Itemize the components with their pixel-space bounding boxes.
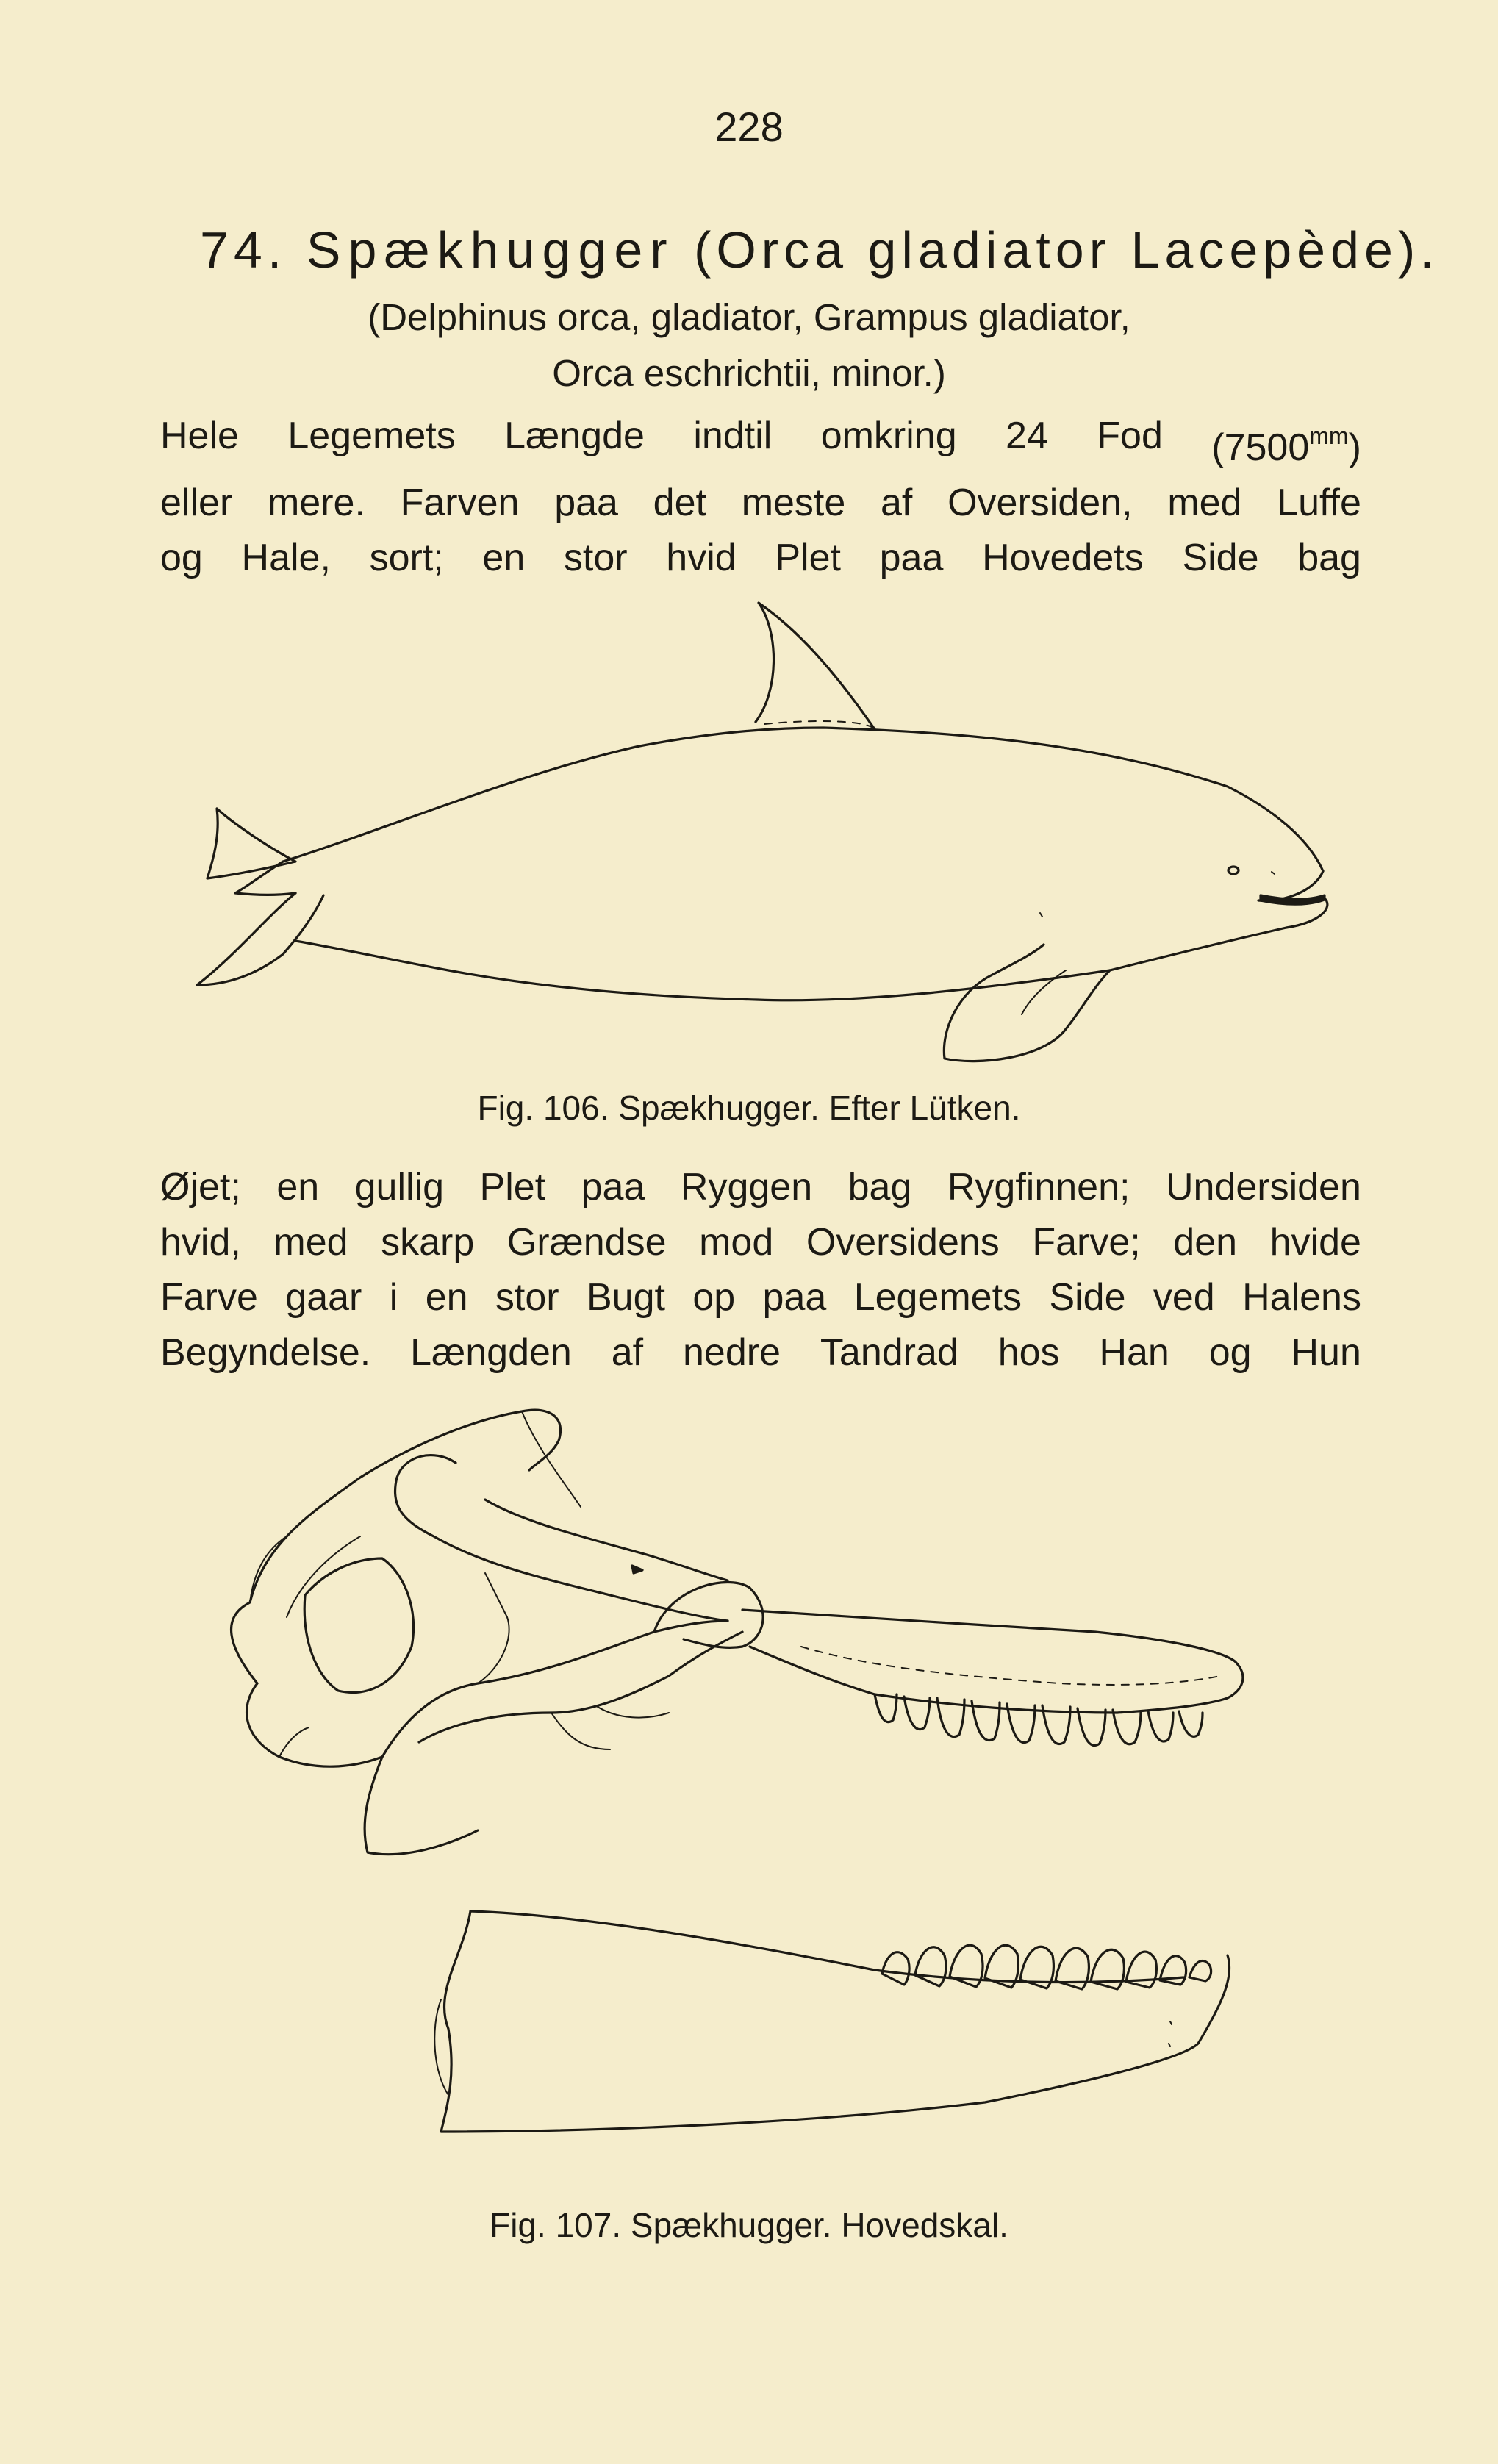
word: Oversidens <box>806 1221 1000 1264</box>
paragraph-2 <box>160 1160 1361 1380</box>
paragraph-1 <box>160 409 1361 586</box>
word: Hele <box>160 415 239 457</box>
word: skarp <box>381 1221 475 1264</box>
word: $(7500^{mm})$ <box>1211 409 1361 476</box>
word: Plet <box>479 1166 546 1208</box>
species-number: 74. <box>200 221 287 279</box>
word: i <box>389 1276 398 1319</box>
word: hos <box>997 1331 1060 1374</box>
word: af <box>881 481 913 524</box>
word: bag <box>847 1166 912 1208</box>
paragraph-2-line-2 <box>160 1215 1361 1270</box>
synonyms <box>0 290 1498 401</box>
closing-paren: ) <box>1348 426 1361 469</box>
word: gullig <box>354 1166 445 1208</box>
word: Fod <box>1097 415 1163 457</box>
orca-skull-drawing <box>140 1397 1375 2191</box>
synonyms-line-2: Orca eschrichtii, minor.) <box>552 352 946 394</box>
word: mere. <box>267 481 365 524</box>
word: paa <box>554 481 618 524</box>
synonyms-line-1: (Delphinus orca, gladiator, Grampus gladiator, <box>368 296 1130 338</box>
word: 24 <box>1006 415 1048 457</box>
word: Tandrad <box>820 1331 958 1374</box>
word: hvide <box>1269 1221 1361 1264</box>
species-common-name: Spækhugger <box>306 221 675 279</box>
figure-106-caption: Fig. 106. Spækhugger. Efter Lütken. <box>477 1089 1021 1127</box>
word: gaar <box>285 1276 362 1319</box>
word: meste <box>741 481 846 524</box>
word: paa <box>581 1166 645 1208</box>
word: op <box>692 1276 736 1319</box>
orca-outline-drawing <box>140 588 1375 1073</box>
word: Hun <box>1291 1331 1361 1374</box>
word: Luffe <box>1277 481 1361 524</box>
word: Undersiden <box>1165 1166 1361 1208</box>
species-scientific-name: (Orca gladiator Lacepède). <box>694 221 1440 279</box>
paragraph-1-line-1 <box>160 409 1361 476</box>
word: en <box>425 1276 468 1319</box>
word: paa <box>879 537 944 579</box>
word: med <box>273 1221 348 1264</box>
word: Grændse <box>506 1221 667 1264</box>
word: Hale, <box>241 537 331 579</box>
word: en <box>482 537 526 579</box>
unit-superscript: mm <box>1309 423 1349 449</box>
word: det <box>653 481 706 524</box>
word: Halens <box>1242 1276 1361 1319</box>
word: Plet <box>775 537 841 579</box>
word: Længden <box>410 1331 572 1374</box>
paragraph-1-line-2 <box>160 476 1361 531</box>
word: Ryggen <box>680 1166 813 1208</box>
species-heading <box>200 221 1440 279</box>
word: Legemets <box>287 415 456 457</box>
word: Begyndelse. <box>160 1331 371 1374</box>
page-number: 228 <box>714 104 784 150</box>
word: eller <box>160 481 233 524</box>
word: Legemets <box>853 1276 1022 1319</box>
word: hvid <box>666 537 737 579</box>
word: Længde <box>504 415 645 457</box>
word: af <box>611 1331 644 1374</box>
paragraph-1-line-3 <box>160 531 1361 586</box>
paragraph-2-line-3 <box>160 1270 1361 1325</box>
word: Oversiden, <box>947 481 1133 524</box>
word: sort; <box>369 537 444 579</box>
word: og <box>1208 1331 1252 1374</box>
word: stor <box>495 1276 559 1319</box>
word: den <box>1173 1221 1238 1264</box>
word: paa <box>762 1276 827 1319</box>
word: Farven <box>400 481 520 524</box>
word: Farve; <box>1032 1221 1141 1264</box>
paragraph-2-line-1 <box>160 1160 1361 1215</box>
word: nedre <box>683 1331 781 1374</box>
word: mod <box>699 1221 774 1264</box>
word: Rygfinnen; <box>947 1166 1130 1208</box>
word: stor <box>563 537 628 579</box>
word: Side <box>1182 537 1259 579</box>
word: hvid, <box>160 1221 241 1264</box>
word: Øjet; <box>160 1166 241 1208</box>
word: ved <box>1153 1276 1215 1319</box>
word: indtil <box>693 415 773 457</box>
word: Hovedets <box>982 537 1144 579</box>
word: og <box>160 537 203 579</box>
word: omkring <box>820 415 957 457</box>
word: bag <box>1297 537 1361 579</box>
word: Bugt <box>586 1276 665 1319</box>
word: en <box>276 1166 320 1208</box>
word: Farve <box>160 1276 258 1319</box>
word: Han <box>1099 1331 1169 1374</box>
paragraph-2-line-4 <box>160 1325 1361 1380</box>
figure-107-caption: Fig. 107. Spækhugger. Hovedskal. <box>490 2206 1008 2244</box>
word: Side <box>1049 1276 1126 1319</box>
word: med <box>1167 481 1242 524</box>
